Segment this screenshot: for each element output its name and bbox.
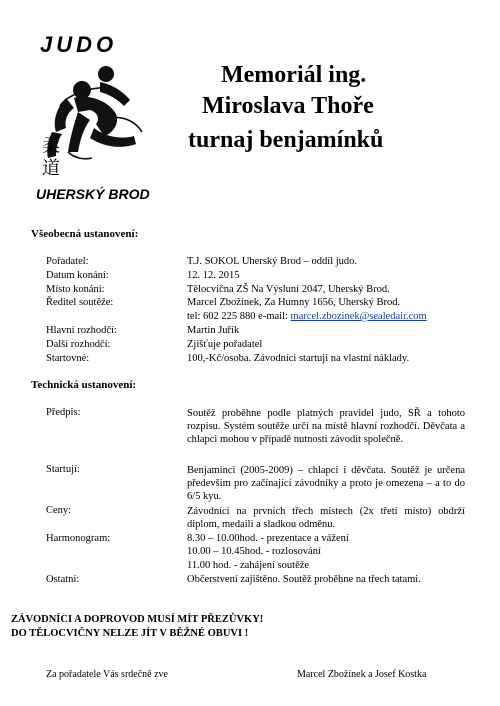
harmonogram-item: 10.00 – 10.45hod. - rozlosování (187, 546, 321, 557)
warning-line-1: ZÁVODNÍCI A DOPROVOD MUSÍ MÍT PŘEZŮVKY! (11, 614, 264, 625)
value-dalsi-rozhodci: Zjišťuje pořadatel (187, 339, 263, 350)
label-misto: Místo konání: (46, 284, 105, 295)
title-line-3: turnaj benjamínků (188, 127, 384, 153)
label-dalsi-rozhodci: Další rozhodčí: (46, 339, 111, 350)
value-reditel: Marcel Zbožínek, Za Humny 1656, Uherský Brod. (187, 297, 401, 308)
value-startovne: 100,-Kč/osoba. Závodníci startují na vlastní náklady. (187, 353, 410, 364)
general-heading: Všeobecná ustanovení: (31, 228, 139, 240)
label-poradatel: Pořadatel: (46, 256, 89, 267)
phone-text: tel: 602 225 880 e-mail: (187, 311, 291, 322)
value-hlavni-rozhodci: Martin Juřík (187, 325, 240, 336)
harmonogram-item: 8.30 – 10.00hod. - prezentace a vážení (187, 533, 349, 544)
logo-judo-text: JUDO (40, 32, 118, 57)
logo-kanji: 柔 道 (42, 136, 60, 179)
label-reditel: Ředitel soutěže: (46, 297, 114, 308)
label-harmonogram: Harmonogram: (46, 533, 111, 544)
contact-line (187, 311, 427, 322)
label-startuji: Startují: (46, 464, 80, 475)
label-ceny: Ceny: (46, 505, 72, 516)
warning-line-2: DO TĚLOCVIČNY NELZE JÍT V BĚŽNÉ OBUVI ! (11, 628, 249, 639)
title-line-1: Memoriál ing. (221, 62, 367, 88)
value-ceny: Závodníci na prvních třech místech (2x třetí místo) obdrží diplom, medaili a sladkou odměnu. (187, 506, 465, 531)
signature-left: Za pořadatele Vás srdečně zve (46, 669, 168, 680)
value-poradatel: T.J. SOKOL Uherský Brod – oddíl judo. (187, 256, 358, 267)
label-hlavni-rozhodci: Hlavní rozhodčí: (46, 325, 117, 336)
value-misto: Tělocvična ZŠ Na Výsluní 2047, Uherský Brod. (187, 284, 390, 295)
technical-heading: Technická ustanovení: (31, 379, 137, 391)
label-startovne: Startovné: (46, 353, 90, 364)
judo-logo (8, 28, 176, 208)
value-startuji: Benjamínci (2005-2009) – chlapci i děvčata. Soutěž je určena především pro začínající závodníky a proto je omezena – a to do 6/5 kyu. (187, 465, 465, 503)
label-datum: Datum konání: (46, 270, 109, 281)
signature-right: Marcel Zbožínek a Josef Kostka (297, 669, 427, 680)
harmonogram-item: 11.00 hod. - zahájení soutěže (187, 560, 310, 571)
label-predpis: Předpis: (46, 407, 81, 418)
email-link[interactable]: marcel.zbozinek@sealedair.com (290, 311, 427, 322)
label-ostatni: Ostatní: (46, 574, 80, 585)
logo-city-text: UHERSKÝ BROD (36, 186, 150, 202)
value-datum: 12. 12. 2015 (187, 270, 240, 281)
value-predpis: Soutěž proběhne podle platných pravidel judo, SŘ a tohoto rozpisu. Systém soutěže určí na místě hlavní rozhodčí. Děvčata a chlapci mohou v případě nutnosti závodit společně. (187, 408, 465, 446)
value-ostatni: Občerstvení zajištěno. Soutěž proběhne na třech tatami. (187, 574, 421, 585)
title-line-2: Miroslava Thoře (202, 93, 374, 119)
